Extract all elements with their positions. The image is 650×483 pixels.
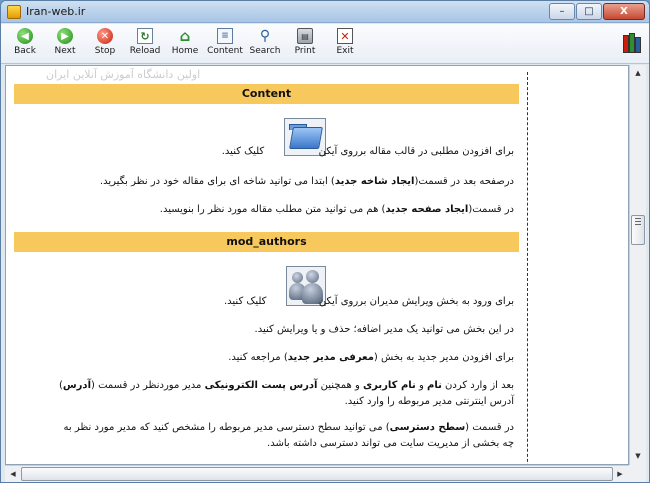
watermark-text: اولین دانشگاه آموزش آنلاین ایران [46,68,201,81]
paragraph [160,204,514,215]
next-label: Next [54,46,76,56]
window-title: Iran-web.ir [26,5,86,18]
scroll-down-arrow-icon[interactable]: ▼ [635,452,641,460]
next-button[interactable] [45,26,85,62]
content-pane[interactable] [5,65,629,465]
paragraph-text: در قسمت( [468,204,514,215]
back-button[interactable] [5,26,45,62]
bold-term: نام [427,380,442,391]
user-head [292,272,303,283]
search-label: Search [249,46,281,56]
paragraph-text: در قسمت ( [465,422,514,433]
paragraph [255,324,514,335]
minimize-button[interactable]: – [549,3,575,20]
paragraph-text: کلیک کنید. [221,146,265,157]
bold-term: ایجاد شاخه جدید [334,176,415,187]
reload-icon: ↻ [137,28,153,44]
content-button[interactable] [205,26,245,62]
section-heading-content: Content [14,84,519,104]
home-button[interactable] [165,26,205,62]
stop-label: Stop [94,46,116,56]
exit-icon: ✕ [337,28,353,44]
home-icon: ⌂ [179,27,191,45]
bold-term: آدرس پست الکترونیکی [204,380,318,391]
paragraph-text: برای افزودن مطلبی در قالب مقاله برروی آیکن [318,146,514,157]
scroll-right-arrow-icon[interactable]: ▶ [617,470,623,478]
print-button[interactable] [285,26,325,62]
back-arrow-icon: ◀ [17,28,33,44]
bold-term: ایجاد صفحه جدید [385,204,469,215]
paragraph-text: برای افزودن مدیر جدید به بخش ( [373,352,514,363]
horizontal-scroll-thumb[interactable] [21,467,613,481]
horizontal-scrollbar[interactable] [5,465,629,482]
paragraph-text: ) مراجعه کنید. [228,352,288,363]
search-icon: ⚲ [259,28,271,44]
paragraph-text: در این بخش می توانید یک مدیر اضافه؛ حذف و یا ویرایش کنید. [254,324,514,335]
stop-button[interactable] [85,26,125,62]
vertical-scroll-thumb[interactable] [631,215,645,245]
content-icon: ≡ [217,28,233,44]
paragraph [222,146,514,157]
paragraph-text: ) آدرس اینترنتی مدیر مربوطه را وارد کنید. [58,380,514,407]
printer-icon: ▤ [297,28,313,44]
back-label: Back [14,46,36,56]
paragraph [54,420,514,452]
paragraph-text: درصفحه بعد در قسمت( [414,176,514,187]
home-label: Home [171,46,199,56]
maximize-button[interactable]: □ [576,3,602,20]
content-label: Content [207,46,243,56]
vertical-scrollbar[interactable] [629,65,646,465]
bold-term: نام کاربری [363,380,416,391]
paragraph [228,352,514,363]
resize-grip[interactable] [629,465,646,482]
books-icon [623,33,643,53]
paragraph-text: برای ورود به بخش ویرایش مدیران برروی آیکن [318,296,514,307]
search-button[interactable] [245,26,285,62]
paragraph-text: و [415,380,427,391]
close-button[interactable]: X [603,3,645,20]
paragraph-text: کلیک کنید. [223,296,267,307]
toolbar [1,24,649,64]
reload-label: Reload [129,46,161,56]
app-icon [7,5,21,19]
title-bar[interactable] [1,1,649,23]
paragraph [54,378,514,410]
exit-button[interactable] [325,26,365,62]
paragraph-text: ) هم می توانید متن مطلب مقاله مورد نظر را بنویسید. [159,204,386,215]
exit-label: Exit [336,46,354,56]
print-label: Print [294,46,316,56]
paragraph-text: بعد از وارد کردن [441,380,514,391]
paragraph-text: و همچنین [317,380,364,391]
paragraph [224,296,514,307]
user-head [306,270,319,283]
stop-icon: ✕ [97,28,113,44]
scroll-up-arrow-icon[interactable]: ▲ [635,69,641,77]
paragraph-text: ) ابتدا می توانید شاخه ای برای مقاله خود در نظر بگیرید. [99,176,335,187]
bold-term: سطح دسترسی [389,422,466,433]
paragraph-text: ) می توانید سطح دسترسی مدیر مربوطه را مشخص کنید که مدیر مورد نظر به چه بخشی از مدیریت سایت می تواند دسترسی داشته باشد. [63,422,514,449]
paragraph-text: مدیر موردنظر در قسمت ( [91,380,205,391]
reload-button[interactable] [125,26,165,62]
section-heading-mod-authors: mod_authors [14,232,519,252]
paragraph [100,176,514,187]
bold-term: معرفی مدیر جدید [287,352,374,363]
forward-arrow-icon: ▶ [57,28,73,44]
scroll-left-arrow-icon[interactable]: ◀ [10,470,16,478]
bold-term: آدرس [62,380,91,391]
window-controls [549,3,645,20]
